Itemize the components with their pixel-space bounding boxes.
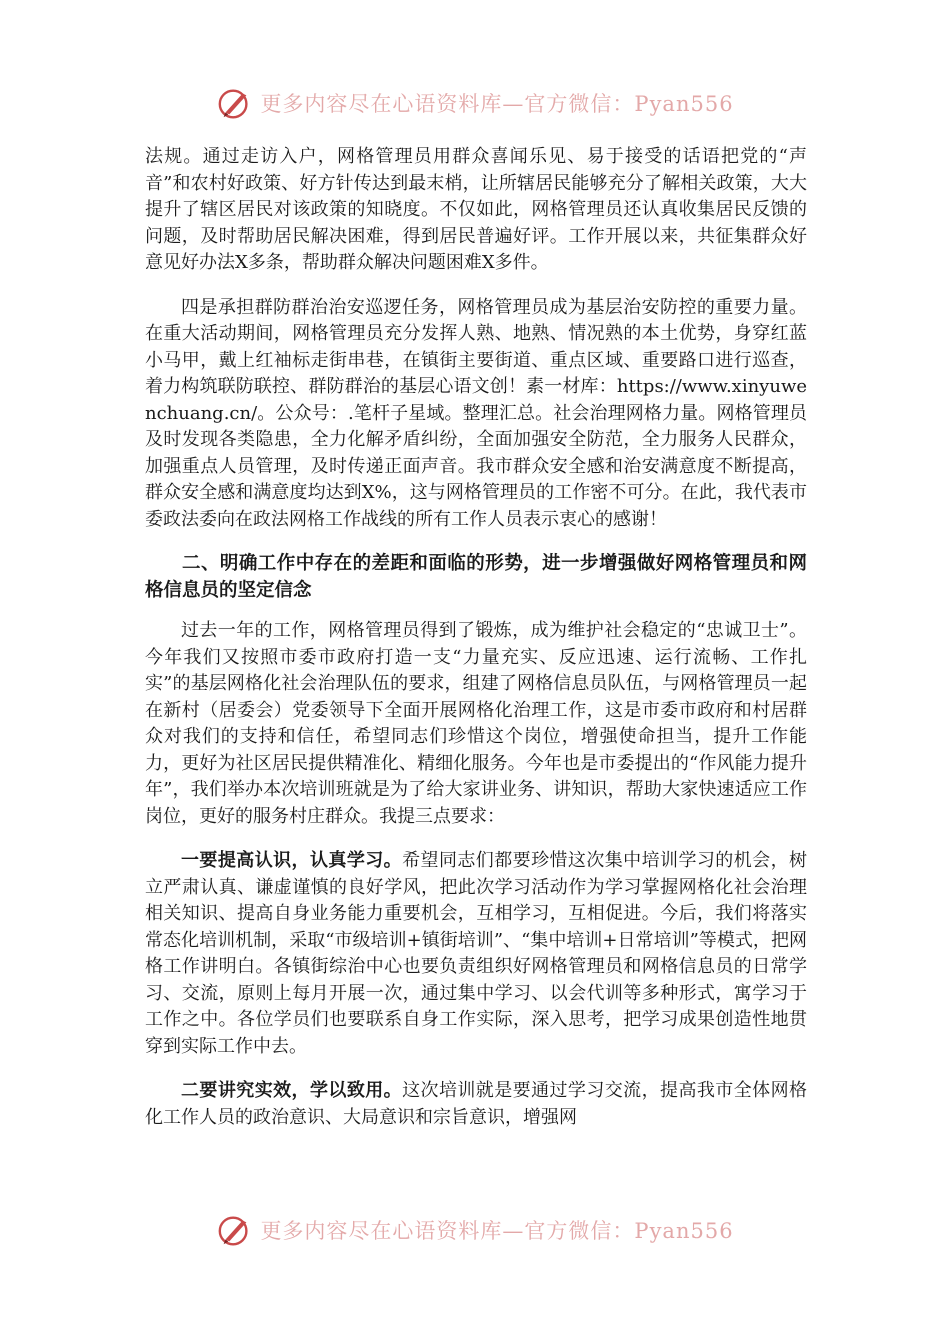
footer-watermark	[0, 1210, 950, 1250]
pen-logo-icon	[216, 84, 254, 122]
paragraph-3: 过去一年的工作，网格管理员得到了锻炼，成为维护社会稳定的“忠诚卫士”。今年我们又按照市委市政府打造一支“力量充实、反应迅速、运行流畅、工作扎实”的基层网格化社会治理队伍的要求，组建了网格信息员队伍，与网格管理员一起在新村（居委会）党委领导下全面开展网格化治理工作，这是市委市政府和村居群众对我们的支持和信任，希望同志们珍惜这个岗位，增强使命担当，提升工作能力，更好为社区居民提供精准化、精细化服务。今年也是市委提出的“作风能力提升年”，我们举办本次培训班就是为了给大家讲业务、讲知识，帮助大家快速适应工作岗位，更好的服务村庄群众。我提三点要求：	[145, 620, 807, 827]
footer-watermark-text: 更多内容尽在心语资料库—官方微信：Pyan556	[260, 1219, 734, 1243]
paragraph-4-body: 希望同志们都要珍惜这次集中培训学习的机会，树立严肃认真、谦虚谨慎的良好学风，把此次学习活动作为学习掌握网格化社会治理相关知识、提高自身业务能力重要机会，互相学习，互相促进。今后，我们将落实常态化培训机制，采取“市级培训+镇街培训”、“集中培训+日常培训”等模式，把网格工作讲明白。各镇街综治中心也要负责组织好网格管理员和网格信息员的日常学习、交流，原则上每月开展一次，通过集中学习、以会代训等多种形式，寓学习于工作之中。各位学员们也要联系自身工作实际，深入思考，把学习成果创造性地贯穿到实际工作中去。	[145, 850, 808, 1057]
paragraph-1: 法规。通过走访入户，网格管理员用群众喜闻乐见、易于接受的话语把党的“声音”和农村好政策、好方针传达到最末梢，让所辖居民能够充分了解相关政策，大大提升了辖区居民对该政策的知晓度。不仅如此，网格管理员还认真收集居民反馈的问题，及时帮助居民解决困难，得到居民普遍好评。工作开展以来，共征集群众好意见好办法X多条，帮助群众解决问题困难X多件。	[145, 146, 807, 273]
section-heading-2: 二、明确工作中存在的差距和面临的形势，进一步增强做好网格管理员和网格信息员的坚定信念	[145, 553, 807, 601]
pen-logo-icon	[216, 1211, 254, 1249]
paragraph-5-lead: 二要讲究实效，学以致用。	[181, 1080, 403, 1101]
header-watermark-text: 更多内容尽在心语资料库—官方微信：Pyan556	[260, 92, 734, 116]
document-body	[145, 144, 807, 1149]
paragraph-4	[145, 848, 807, 1060]
paragraph-5-body: 这次培训就是要通过学习交流，提高我市全体网格化工作人员的政治意识、大局意识和宗旨意识，增强网	[145, 1080, 808, 1128]
paragraph-5	[145, 1078, 807, 1131]
paragraph-4-lead: 一要提高认识，认真学习。	[181, 850, 403, 871]
header-watermark	[0, 83, 950, 123]
paragraph-2: 四是承担群防群治治安巡逻任务，网格管理员成为基层治安防控的重要力量。在重大活动期间，网格管理员充分发挥人熟、地熟、情况熟的本土优势，身穿红蓝小马甲，戴上红袖标走街串巷，在镇街主要街道、重点区域、重要路口进行巡查，着力构筑联防联控、群防群治的基层心语文创！素一材库：https://www.xinyuwenchuang.cn/。公众号：.笔杆子星域。整理汇总。社会治理网格力量。网格管理员及时发现各类隐患，全力化解矛盾纠纷，全面加强安全防范，全力服务人民群众，加强重点人员管理，及时传递正面声音。我市群众安全感和治安满意度不断提高，群众安全感和满意度均达到X%，这与网格管理员的工作密不可分。在此，我代表市委政法委向在政法网格工作战线的所有工作人员表示衷心的感谢！	[145, 296, 807, 530]
